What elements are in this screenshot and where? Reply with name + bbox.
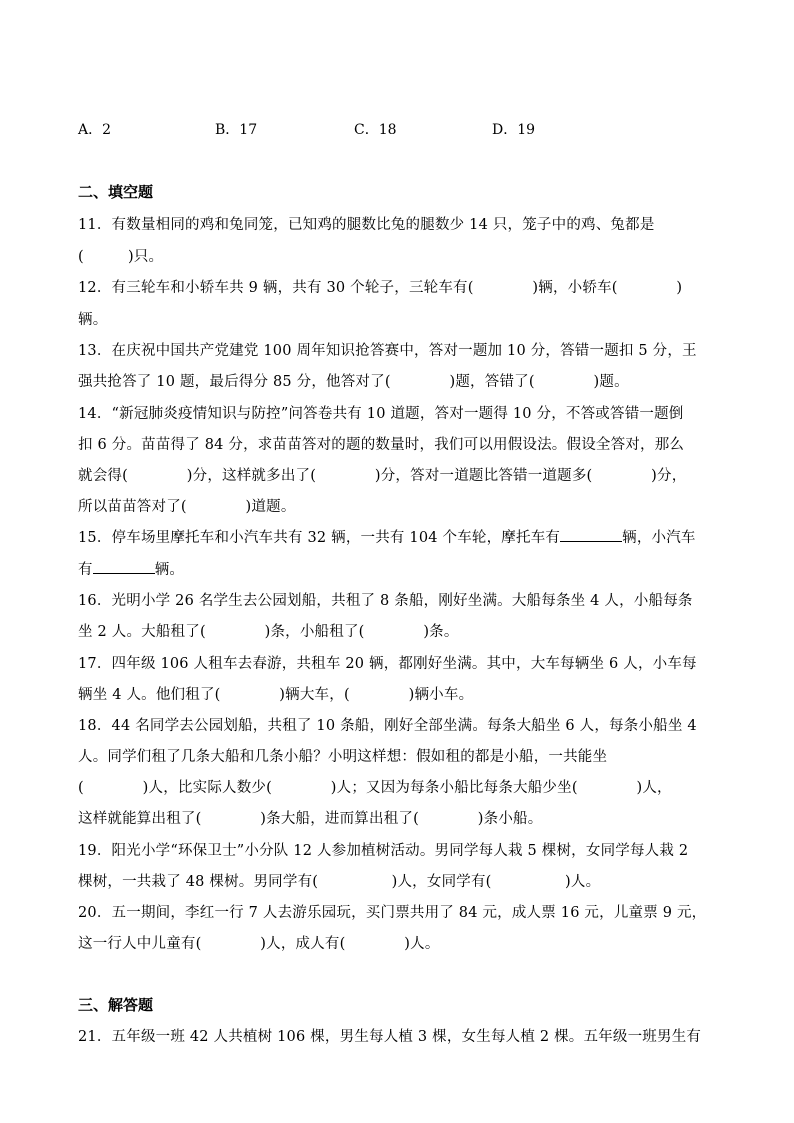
question-14-line-3: 就会得( )分，这样就多出了( )分，答对一道题比答错一道题多( )分， (78, 468, 687, 484)
question-15-line-2 (78, 558, 184, 579)
question-15-text-1: 15．停车场里摩托车和小汽车共有 32 辆，一共有 104 个车轮，摩托车有 (78, 530, 561, 546)
answer-blank[interactable] (560, 527, 622, 542)
question-13-line-2: 强共抢答了 10 题，最后得分 85 分，他答对了( )题，答错了( )题。 (78, 374, 629, 390)
option-b: B．17 (215, 122, 258, 138)
question-21-line-1: 21．五年级一班 42 人共植树 106 棵，男生每人植 3 棵，女生每人植 2 棵。五年级一班男生有 (78, 1029, 702, 1045)
question-16-line-1: 16．光明小学 26 名学生去公园划船，共租了 8 条船，刚好坐满。大船每条坐 4 人，小船每条 (78, 593, 693, 609)
question-15-text-2: 辆，小汽车 (622, 530, 696, 546)
question-20-line-2: 这一行人中儿童有( )人，成人有( )人。 (78, 936, 440, 952)
question-15-text-3: 有 (78, 562, 93, 578)
question-11-line-2: ( )只。 (78, 249, 164, 265)
question-18-line-3: ( )人，比实际人数少( )人；又因为每条小船比每条大船少坐( )人， (78, 780, 672, 796)
question-14-line-1: 14．“新冠肺炎疫情知识与防控”问答卷共有 10 道题，答对一题得 10 分，不答或答错一题倒 (78, 406, 684, 422)
answer-blank[interactable] (93, 559, 155, 574)
question-20-line-1: 20．五一期间，李红一行 7 人去游乐园玩，买门票共用了 84 元，成人票 16 元，儿童票 9 元， (78, 905, 707, 921)
question-18-line-2: 人。同学们租了几条大船和几条小船？小明这样想：假如租的都是小船，一共能坐 (78, 749, 608, 765)
question-11-line-1: 11．有数量相同的鸡和兔同笼，已知鸡的腿数比兔的腿数少 14 只，笼子中的鸡、兔都是 (78, 217, 655, 233)
question-12-line-2: 辆。 (78, 312, 108, 328)
option-d: D．19 (492, 122, 536, 138)
option-a: A．2 (78, 122, 112, 138)
question-16-line-2: 坐 2 人。大船租了( )条，小船租了( )条。 (78, 624, 459, 640)
question-17-line-2: 辆坐 4 人。他们租了( )辆大车，( )辆小车。 (78, 687, 474, 703)
question-19-line-1: 19．阳光小学“环保卫士”小分队 12 人参加植树活动。男同学每人栽 5 棵树，女同学每人栽 2 (78, 843, 689, 859)
question-13-line-1: 13．在庆祝中国共产党建党 100 周年知识抢答赛中，答对一题加 10 分，答错一题扣 5 分，王 (78, 343, 697, 359)
question-15-line-1 (78, 526, 696, 547)
question-18-line-1: 18．44 名同学去公园划船，共租了 10 条船，刚好全部坐满。每条大船坐 6 人，每条小船坐 4 (78, 718, 697, 734)
question-15-text-4: 辆。 (154, 562, 185, 578)
answer-options (78, 119, 718, 139)
question-12-line-1: 12．有三轮车和小轿车共 9 辆，共有 30 个轮子，三轮车有( )辆，小轿车( ) (78, 280, 683, 296)
question-17-line-1: 17．四年级 106 人租车去春游，共租车 20 辆，都刚好坐满。其中，大车每辆坐 6 人，小车每 (78, 656, 697, 672)
question-14-line-4: 所以苗苗答对了( )道题。 (78, 499, 296, 515)
question-14-line-2: 扣 6 分。苗苗得了 84 分，求苗苗答对的题的数量时，我们可以用假设法。假设全答对，那么 (78, 437, 685, 453)
section-solve-heading: 三、解答题 (78, 996, 154, 1014)
option-c: C．18 (354, 122, 397, 138)
question-19-line-2: 棵树，一共栽了 48 棵树。男同学有( )人，女同学有( )人。 (78, 874, 601, 890)
section-fill-in-heading: 二、填空题 (78, 183, 154, 201)
question-18-line-4: 这样就能算出租了( )条大船，进而算出租了( )条小船。 (78, 811, 543, 827)
